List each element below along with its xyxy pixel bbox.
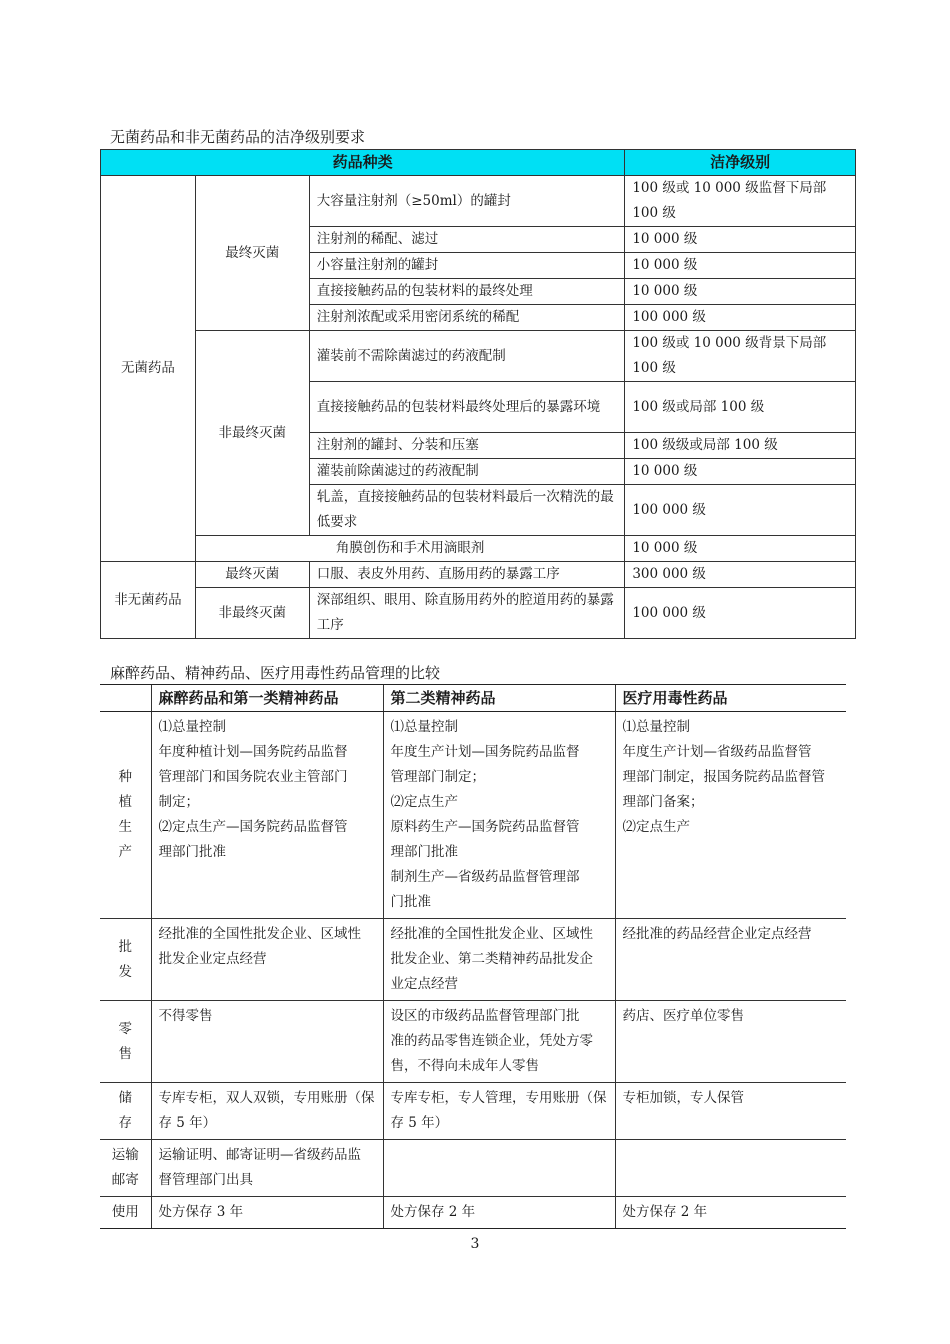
cell-line: 处方保存 2 年: [622, 1204, 708, 1220]
cell-line: 专库专柜，双人双锁，专用账册（保: [158, 1090, 375, 1106]
level-cell: 10 000 级: [625, 536, 856, 562]
table-row: [101, 588, 856, 639]
item-cell: 注射剂的稀配、滤过: [309, 227, 625, 253]
cell-line: 经批准的药品经营企业定点经营: [622, 926, 812, 942]
row-label: [100, 1197, 151, 1229]
table-row: [101, 176, 856, 227]
table-cell: [615, 1140, 846, 1197]
table-row: [100, 919, 846, 1001]
table-cell: [151, 919, 383, 1001]
table-cell: [151, 1140, 383, 1197]
subcategory-nonterminal: 非最终灭菌: [195, 331, 309, 536]
row-label-text: 储: [118, 1090, 132, 1106]
level-cell: 10 000 级: [625, 253, 856, 279]
cell-line: 督管理部门出具: [158, 1172, 253, 1188]
cell-line: 年度生产计划—省级药品监督管: [622, 744, 812, 760]
level-cell: 100 000 级: [625, 485, 856, 536]
table-cell: [615, 919, 846, 1001]
row-label: [100, 1140, 151, 1197]
cell-line: ⑵定点生产: [622, 819, 690, 835]
level-cell: 100 级或局部 100 级: [625, 382, 856, 433]
row-label-text: 生: [118, 819, 132, 835]
page-number: 3: [470, 1236, 480, 1252]
level-cell: 100 级或 10 000 级背景下局部 100 级: [625, 331, 856, 382]
table-cell: [151, 1001, 383, 1083]
table-cell: [383, 1083, 615, 1140]
cell-line: 运输证明、邮寄证明—省级药品监: [158, 1147, 361, 1163]
table-row: [100, 1083, 846, 1140]
item-cell: 角膜创伤和手术用滴眼剂: [195, 536, 624, 562]
cell-line: 批发企业定点经营: [158, 951, 267, 967]
level-cell: 10 000 级: [625, 279, 856, 305]
table-cell: [383, 1140, 615, 1197]
row-label: [100, 1083, 151, 1140]
row-label-text: 种: [118, 769, 132, 785]
cell-line: 经批准的全国性批发企业、区域性: [158, 926, 361, 942]
table-row: [100, 1001, 846, 1083]
table-header-row: [100, 685, 846, 712]
cell-line: 理部门批准: [390, 844, 458, 860]
cell-line: ⑴总量控制: [622, 719, 690, 735]
cell-line: 理部门制定，报国务院药品监督管: [622, 769, 825, 785]
table-cell: [383, 1001, 615, 1083]
cell-line: 准的药品零售连锁企业，凭处方零: [390, 1033, 593, 1049]
table-row: [100, 712, 846, 919]
cleanliness-table: [100, 149, 856, 639]
table-header-row: [101, 150, 856, 176]
level-cell: 100 000 级: [625, 305, 856, 331]
cell-line: 处方保存 3 年: [158, 1204, 244, 1220]
cell-line: ⑵定点生产—国务院药品监督管: [158, 819, 348, 835]
row-label-text: 存: [118, 1115, 132, 1131]
cell-line: 经批准的全国性批发企业、区域性: [390, 926, 593, 942]
cell-line: ⑴总量控制: [390, 719, 458, 735]
item-cell: 注射剂浓配或采用密闭系统的稀配: [309, 305, 625, 331]
cell-line: 存 5 年）: [390, 1115, 449, 1131]
cell-line: ⑴总量控制: [158, 719, 226, 735]
item-cell: 灌装前不需除菌滤过的药液配制: [309, 331, 625, 382]
cell-line: 业定点经营: [390, 976, 458, 992]
table-cell: [151, 712, 383, 919]
item-cell: 深部组织、眼用、除直肠用药外的腔道用药的暴露工序: [309, 588, 625, 639]
cell-line: 批发企业、第二类精神药品批发企: [390, 951, 593, 967]
cell-line: 处方保存 2 年: [390, 1204, 476, 1220]
cell-line: 制定；: [158, 794, 199, 810]
table-cell: [151, 1197, 383, 1229]
row-label: [100, 712, 151, 919]
item-cell: 轧盖，直接接触药品的包装材料最后一次精洗的最低要求: [309, 485, 625, 536]
row-label-text: 零: [118, 1020, 132, 1037]
level-cell: 100 级或 10 000 级监督下局部 100 级: [625, 176, 856, 227]
level-cell: 100 级级或局部 100 级: [625, 433, 856, 459]
item-cell: 口服、表皮外用药、直肠用药的暴露工序: [309, 562, 625, 588]
table2-caption: 麻醉药品、精神药品、医疗用毒性药品管理的比较: [110, 664, 441, 682]
header-col: 第二类精神药品: [383, 685, 615, 712]
cell-line: 售，不得向未成年人零售: [390, 1058, 539, 1074]
cell-line: 药店、医疗单位零售: [622, 1008, 744, 1024]
row-label-text: 使用: [111, 1204, 139, 1220]
row-label-text: 产: [118, 844, 132, 860]
header-col: 麻醉药品和第一类精神药品: [151, 685, 383, 712]
item-cell: 灌装前除菌滤过的药液配制: [309, 459, 625, 485]
cell-line: 专柜加锁，专人保管: [622, 1090, 744, 1106]
row-label-text: 发: [118, 963, 132, 980]
table-row: [100, 1197, 846, 1229]
cell-line: ⑵定点生产: [390, 794, 458, 810]
row-label: [100, 919, 151, 1001]
subcategory-nonterminal: 非最终灭菌: [195, 588, 309, 639]
table-row: [100, 1140, 846, 1197]
item-cell: 注射剂的罐封、分装和压塞: [309, 433, 625, 459]
cell-line: 理部门备案；: [622, 794, 704, 810]
level-cell: 10 000 级: [625, 227, 856, 253]
table-row: [101, 562, 856, 588]
header-drug-type: 药品种类: [101, 150, 625, 176]
cell-line: 制剂生产—省级药品监督管理部: [390, 869, 580, 885]
item-cell: 直接接触药品的包装材料的最终处理: [309, 279, 625, 305]
item-cell: 小容量注射剂的罐封: [309, 253, 625, 279]
table-row: [101, 331, 856, 382]
table-cell: [615, 1197, 846, 1229]
item-cell: 大容量注射剂（≥50ml）的罐封: [309, 176, 625, 227]
table-row: [101, 536, 856, 562]
cell-line: 专库专柜，专人管理，专用账册（保: [390, 1090, 607, 1106]
cell-line: 原料药生产—国务院药品监督管: [390, 819, 580, 835]
table-cell: [615, 1083, 846, 1140]
header-blank: [100, 685, 151, 712]
row-label-text: 运输: [111, 1147, 139, 1163]
table-cell: [383, 919, 615, 1001]
table-body: [100, 712, 846, 1229]
row-label-text: 邮寄: [111, 1172, 139, 1188]
table-cell: [383, 1197, 615, 1229]
cell-line: 年度生产计划—国务院药品监督: [390, 744, 580, 760]
level-cell: 300 000 级: [625, 562, 856, 588]
table-cell: [383, 712, 615, 919]
table-cell: [615, 712, 846, 919]
table-cell: [615, 1001, 846, 1083]
category-sterile: 无菌药品: [101, 176, 196, 562]
level-cell: 100 000 级: [625, 588, 856, 639]
cell-line: 设区的市级药品监督管理部门批: [390, 1008, 580, 1024]
header-clean-level: 洁净级别: [625, 150, 856, 176]
subcategory-terminal: 最终灭菌: [195, 176, 309, 331]
cell-line: 年度种植计划—国务院药品监督: [158, 744, 348, 760]
row-label: [100, 1001, 151, 1083]
row-label-text: 植: [118, 794, 132, 810]
item-cell: 直接接触药品的包装材料最终处理后的暴露环境: [309, 382, 625, 433]
cell-line: 管理部门制定；: [390, 769, 485, 785]
cell-line: 不得零售: [158, 1008, 213, 1024]
subcategory-terminal: 最终灭菌: [195, 562, 309, 588]
row-label-text: 批: [118, 938, 132, 955]
cell-line: 存 5 年）: [158, 1115, 217, 1131]
cell-line: 管理部门和国务院农业主管部门: [158, 769, 348, 785]
header-col: 医疗用毒性药品: [615, 685, 846, 712]
controlled-drugs-table: [100, 684, 846, 1229]
cell-line: 门批准: [390, 894, 431, 910]
table-cell: [151, 1083, 383, 1140]
category-nonsterile: 非无菌药品: [101, 562, 196, 639]
cell-line: 理部门批准: [158, 844, 226, 860]
row-label-text: 售: [118, 1045, 132, 1062]
table1-caption: 无菌药品和非无菌药品的洁净级别要求: [110, 128, 366, 146]
level-cell: 10 000 级: [625, 459, 856, 485]
